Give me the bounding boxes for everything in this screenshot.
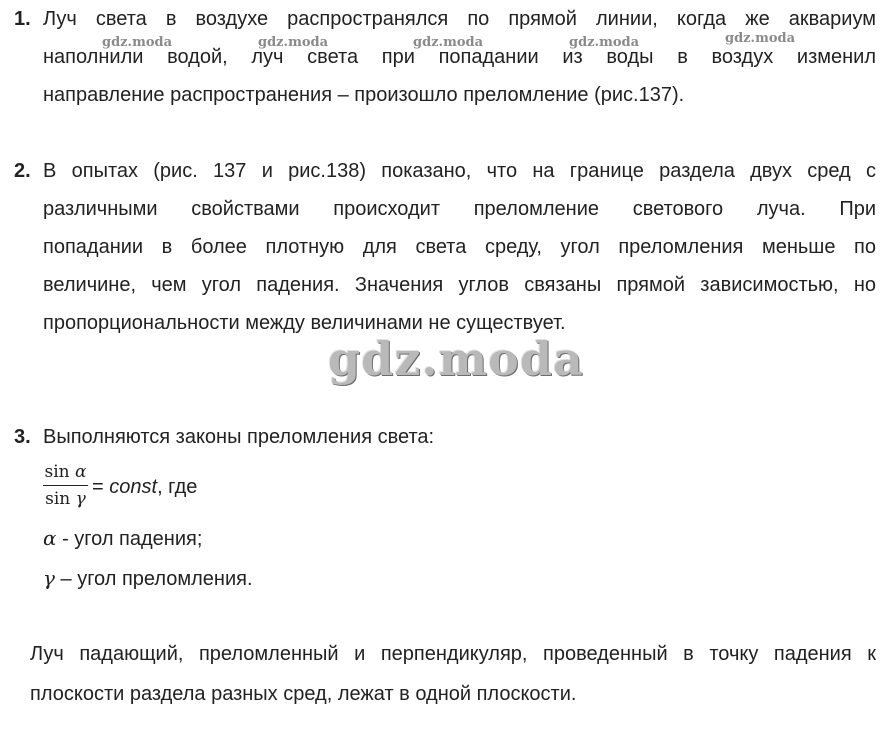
text-line: пропорциональности между величинами не существует. xyxy=(43,312,566,334)
text-line: попадании в более плотную для света среду, угол преломления меньше по xyxy=(43,236,876,258)
text-line: различными свойствами происходит преломление светового луча. При xyxy=(43,198,876,220)
text-line: направление распространения – произошло преломление (рис.137). xyxy=(43,84,685,106)
fraction-bar xyxy=(43,485,88,486)
text-line: Луч падающий, преломленный и перпендикуляр, проведенный в точку падения к xyxy=(30,643,876,665)
final-paragraph xyxy=(30,634,876,714)
list-item-3 xyxy=(14,418,876,456)
alpha-symbol: α xyxy=(43,526,57,550)
list-item-2 xyxy=(14,152,876,342)
watermark-small-5: gdz.moda xyxy=(725,31,796,46)
gamma-symbol: γ xyxy=(75,489,86,509)
equals-sign: = xyxy=(92,476,104,498)
item-number: 1. xyxy=(14,8,31,30)
formula-fraction xyxy=(43,461,88,510)
formula-equation xyxy=(92,476,197,499)
item-text xyxy=(43,418,876,456)
const-label: const xyxy=(109,476,158,498)
definition-alpha xyxy=(43,526,202,551)
watermark-small-2: gdz.moda xyxy=(258,35,329,50)
item-text xyxy=(43,0,876,114)
watermark-large: gdz.moda xyxy=(328,332,584,386)
watermark-small-1: gdz.moda xyxy=(102,35,173,50)
list-item-1 xyxy=(14,0,876,114)
definition-text: – угол преломления. xyxy=(54,568,253,590)
text-line: плоскости раздела разных сред, лежат в одной плоскости. xyxy=(30,683,577,705)
item-number: 2. xyxy=(14,160,31,182)
item-text xyxy=(43,152,876,342)
fraction-numerator xyxy=(43,461,88,483)
text-line: Выполняются законы преломления света: xyxy=(43,426,435,448)
fraction-denominator xyxy=(43,488,88,510)
alpha-symbol: α xyxy=(75,462,87,482)
formula-suffix: , где xyxy=(157,476,198,498)
definition-text: - угол падения; xyxy=(56,528,203,550)
text-line: Луч света в воздухе распространялся по прямой линии, когда же аквариум xyxy=(43,8,876,30)
definition-gamma xyxy=(43,566,253,591)
text-line: наполнили водой, луч света при попадании из воды в воздух изменил xyxy=(43,46,876,68)
text-line: величине, чем угол падения. Значения углов связаны прямой зависимостью, но xyxy=(43,274,876,296)
watermark-small-4: gdz.moda xyxy=(569,35,640,50)
text-line: В опытах (рис. 137 и рис.138) показано, что на границе раздела двух сред с xyxy=(43,160,876,182)
gamma-symbol: γ xyxy=(43,566,55,590)
item-number: 3. xyxy=(14,426,31,448)
watermark-small-3: gdz.moda xyxy=(413,35,484,50)
sin-label: sin xyxy=(44,462,70,482)
sin-label: sin xyxy=(45,489,71,509)
